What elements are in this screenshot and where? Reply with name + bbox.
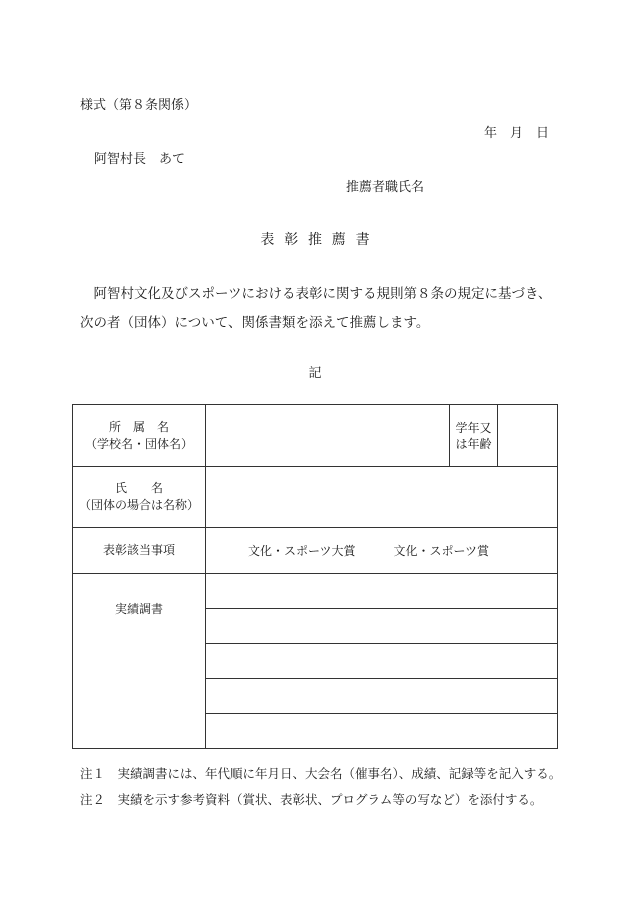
- award-option-grand-prize[interactable]: 文化・スポーツ大賞: [248, 544, 356, 558]
- affiliation-label-cell: [73, 405, 206, 467]
- record-line-2[interactable]: [206, 609, 558, 644]
- record-line-3[interactable]: [206, 644, 558, 679]
- form-label: 様式（第８条関係）: [80, 98, 198, 113]
- addressee: 阿智村長 あて: [94, 152, 186, 167]
- body-paragraph: 阿智村文化及びスポーツにおける表彰に関する規則第８条の規定に基づき、次の者（団体）について、関係書類を添えて推薦します。: [80, 286, 552, 331]
- award-option-prize[interactable]: 文化・スポーツ賞: [393, 544, 490, 558]
- record-line-4[interactable]: [206, 679, 558, 714]
- name-label-cell: [73, 467, 206, 528]
- grade-age-label-cell: [450, 405, 498, 467]
- name-label: 氏 名: [114, 481, 163, 495]
- recommender-label: 推薦者職氏名: [346, 180, 425, 195]
- record-label: 実績調書: [73, 574, 206, 749]
- award-row: [73, 528, 558, 574]
- award-options: [206, 528, 558, 574]
- name-input[interactable]: [206, 467, 558, 528]
- affiliation-sub-label: （学校名・団体名）: [84, 436, 193, 451]
- award-label: 表彰該当事項: [73, 528, 206, 574]
- affiliation-label: 所 属 名: [108, 419, 169, 434]
- recommendation-form-table: [72, 404, 558, 749]
- grade-age-label-2: は年齢: [455, 436, 492, 451]
- note-1: 注１ 実績調書には、年代順に年月日、大会名（催事名）、成績、記録等を記入する。: [80, 766, 562, 781]
- grade-age-input[interactable]: [498, 405, 558, 467]
- grade-age-label-1: 学年又: [455, 420, 492, 435]
- date-field-label: 年 月 日: [484, 126, 550, 141]
- affiliation-input[interactable]: [206, 405, 450, 467]
- document-title: 表彰推薦書: [260, 232, 380, 248]
- affiliation-row: [73, 405, 558, 467]
- record-row: [73, 574, 558, 609]
- name-sub-label: （団体の場合は名称）: [78, 498, 199, 512]
- record-line-5[interactable]: [206, 714, 558, 749]
- ki-heading: 記: [308, 366, 322, 381]
- note-2: 注２ 実績を示す参考資料（賞状、表彰状、プログラム等の写など）を添付する。: [80, 792, 543, 807]
- record-line-1[interactable]: [206, 574, 558, 609]
- name-row: [73, 467, 558, 528]
